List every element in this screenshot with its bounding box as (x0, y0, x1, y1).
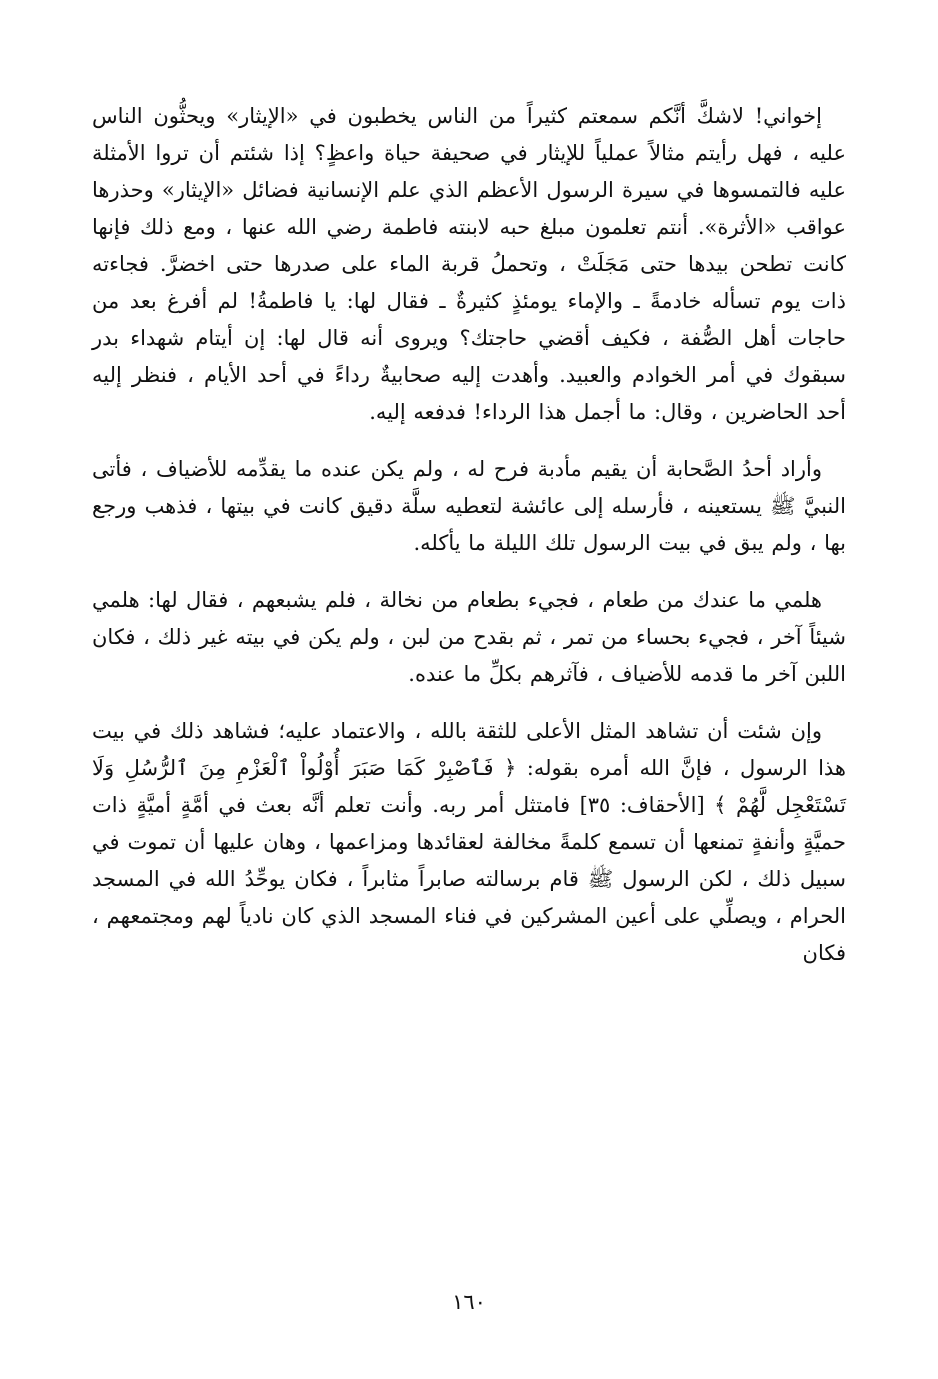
book-page (92, 98, 846, 972)
page-number: ١٦٠ (452, 1290, 486, 1314)
paragraph-companion-banquet: وأراد أحدُ الصَّحابة أن يقيم مأدبة فرح له ، ولم يكن عنده ما يقدِّمه للأضياف ، فأتى النبيَّ ﷺ يستعينه ، فأرسله إلى عائشة لتعطيه سلَّة دقيق كانت في بيتها ، فذهب ورجع بها ، ولم يبق في بيت الرسول تلك الليلة ما يأكله. (92, 457, 846, 555)
paragraph-trust-in-god: وإن شئت أن تشاهد المثل الأعلى للثقة بالله ، والاعتماد عليه؛ فشاهد ذلك في بيت هذا الرسول ، فإنَّ الله أمره بقوله: ﴿ فَٱصْبِرْ كَمَا صَبَرَ أُوْلُواْ ٱلْعَزْمِ مِنَ ٱلرُّسُلِ وَلَا تَسْتَعْجِل لَّهُمْ ﴾ [الأحقاف: ٣٥] فامتثل أمر ربه. وأنت تعلم أنَّه بعث في أمَّةٍ أميَّةٍ ذات حميَّةٍ وأنفةٍ تمنعها أن تسمع كلمةً مخالفة لعقائدها ومزاعمها ، وهان عليها أن تموت في سبيل ذلك ، لكن الرسول ﷺ قام برسالته صابراً مثابراً ، فكان يوحِّدُ الله في المسجد الحرام ، ويصلِّي على أعين المشركين في فناء المسجد الذي كان نادياً لهم ومجتمعهم ، فكان (92, 719, 846, 965)
paragraph-ithar-examples: إخواني! لاشكَّ أنَّكم سمعتم كثيراً من الناس يخطبون في «الإيثار» ويحثُّون الناس عليه ، فهل رأيتم مثالاً عملياً للإيثار في صحيفة حياة واعظٍ؟ إذا شئتم أن تروا الأمثلة عليه فالتمسوها في سيرة الرسول الأعظم الذي علم الإنسانية فضائل «الإيثار» وحذرها عواقب «الأثرة». أنتم تعلمون مبلغ حبه لابنته فاطمة رضي الله عنها ، ومع ذلك فإنها كانت تطحن بيدها حتى مَجَلَتْ ، وتحملُ قربة الماء على صدرها حتى اخضرَّ. فجاءته ذات يوم تسأله خادمةً ـ والإماء يومئذٍ كثيرةٌ ـ فقال لها: يا فاطمةُ! لم أفرغ بعد من حاجات أهل الصُّفة ، فكيف أقضي حاجتك؟ ويروى أنه قال لها: إن أيتام شهداء بدر سبقوك في أمر الخوادم والعبيد. وأهدت إليه صحابيةٌ رداءً في أحد الأيام ، فنظر إليه أحد الحاضرين ، وقال: ما أجمل هذا الرداء! فدفعه إليه. (92, 104, 846, 424)
paragraph-guests-food: هلمي ما عندك من طعام ، فجيء بطعام من نخالة ، فلم يشبعهم ، فقال لها: هلمي شيئاً آخر ، فجيء بحساء من تمر ، ثم بقدح من لبن ، ولم يكن في بيته غير ذلك ، فكان اللبن آخر ما قدمه للأضياف ، فآثرهم بكلِّ ما عنده. (92, 588, 846, 686)
